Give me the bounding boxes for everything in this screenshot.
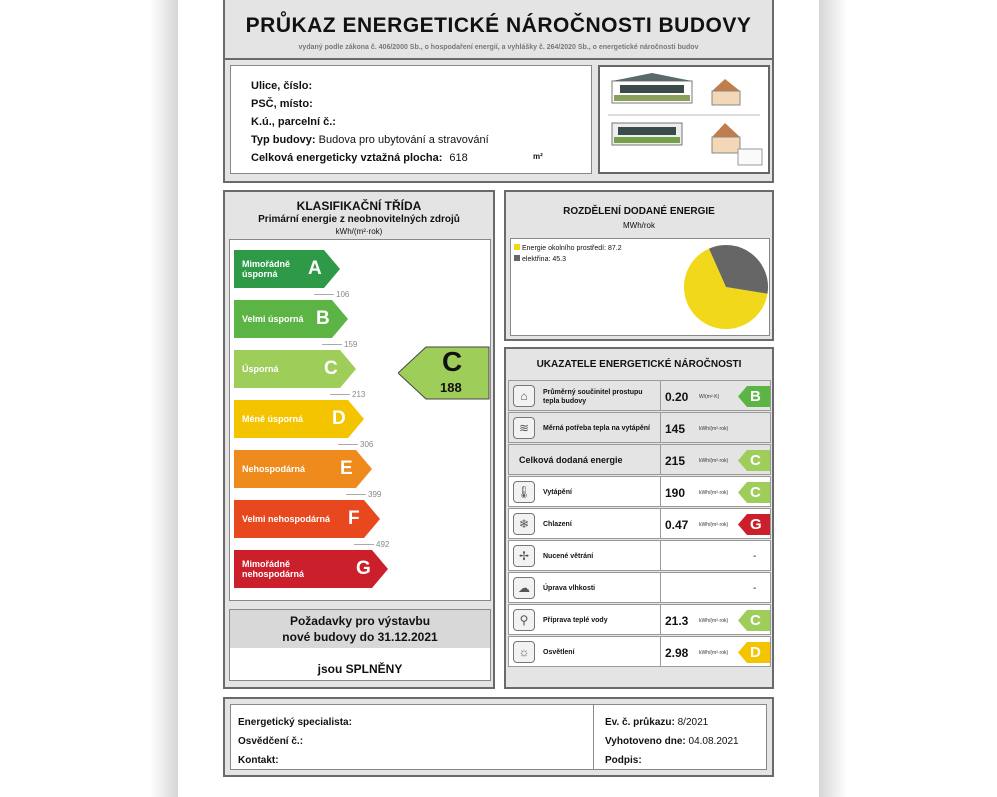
class-threshold-d — [338, 440, 373, 449]
classification-scale — [229, 239, 491, 601]
building-drawing — [598, 65, 770, 174]
zip-label: PSČ, místo: — [251, 98, 313, 110]
class-label-f: Velmi nehospodárná — [242, 514, 331, 524]
class-label-g: Mimořádně nehospodárná — [242, 559, 305, 579]
classification-box — [223, 190, 495, 689]
indicator-class: C — [750, 452, 761, 469]
requirements-panel — [229, 609, 491, 681]
heat-need-icon: ≋ — [513, 417, 535, 439]
ev-label: Ev. č. průkazu: — [605, 717, 675, 728]
class-letter-g: G — [356, 558, 371, 579]
class-threshold-value: 492 — [376, 540, 390, 549]
indicator-name: Nucené větrání — [543, 553, 594, 560]
indicator-unit: kWh/(m²·rok) — [699, 617, 729, 624]
legend-item — [514, 244, 622, 252]
area-label: Celková energeticky vztažná plocha: — [251, 152, 443, 164]
area-row — [251, 152, 571, 164]
current-class-letter: C — [442, 346, 463, 377]
indicator-unit: kWh/(m²·rok) — [699, 425, 729, 432]
class-threshold-value: 306 — [360, 440, 374, 449]
class-arrow-e — [234, 450, 372, 488]
area-unit: m² — [533, 152, 543, 161]
class-letter-d: D — [332, 408, 346, 429]
class-letter-c: C — [324, 358, 338, 379]
classification-unit: kWh/(m²·rok) — [335, 227, 383, 236]
class-label-a: Mimořádně úsporná — [242, 259, 291, 279]
indicator-row — [508, 444, 771, 475]
document-page — [178, 0, 819, 797]
class-label-e: Nehospodárná — [242, 464, 306, 474]
page-title: PRŮKAZ ENERGETICKÉ NÁROČNOSTI BUDOVY — [245, 14, 752, 37]
class-threshold-b — [322, 340, 357, 349]
fan-icon: ✢ — [513, 545, 535, 567]
distribution-legend — [514, 244, 622, 266]
distribution-box — [504, 190, 774, 341]
indicator-class-tag — [738, 514, 770, 535]
class-arrow-b — [234, 300, 348, 338]
legend-label: Energie okolního prostředí: 87.2 — [522, 245, 622, 252]
indicator-name: Celková dodaná energie — [519, 455, 623, 465]
house-icon: ⌂ — [513, 385, 535, 407]
class-threshold-value: 106 — [336, 290, 350, 299]
indicator-unit: W/(m²·K) — [699, 393, 720, 400]
specialist-label: Energetický specialista: — [238, 717, 352, 728]
indicator-class: B — [750, 388, 761, 405]
street-label: Ulice, číslo: — [251, 80, 313, 92]
humidity-icon: ☁ — [513, 577, 535, 599]
date-value: 04.08.2021 — [688, 736, 739, 747]
classification-title: KLASIFIKAČNÍ TŘÍDA — [296, 199, 422, 213]
building-type-row — [251, 134, 489, 146]
footer-divider — [593, 705, 594, 769]
indicator-name: Průměrný součinitel prostupu tepla budovy — [543, 388, 643, 405]
indicator-value: 215 — [665, 453, 686, 468]
indicator-class: D — [750, 644, 761, 661]
indicator-class-tag — [738, 610, 770, 631]
indicator-name: Příprava teplé vody — [543, 617, 608, 624]
lightbulb-icon: ☼ — [513, 641, 535, 663]
building-type-value: Budova pro ubytování a stravování — [318, 134, 489, 146]
class-arrow-a — [234, 250, 340, 288]
indicator-unit: kWh/(m²·rok) — [699, 649, 729, 656]
indicator-class: C — [750, 612, 761, 629]
indicator-empty: - — [753, 583, 757, 594]
requirements-line1: Požadavky pro výstavbu — [289, 614, 431, 628]
class-arrow-g — [234, 550, 388, 588]
indicator-name: Chlazení — [543, 521, 572, 528]
classification-subtitle: Primární energie z neobnovitelných zdrojů — [258, 214, 460, 225]
class-threshold-f — [354, 540, 389, 549]
building-type-label: Typ budovy: — [251, 134, 316, 146]
indicator-row — [508, 636, 771, 667]
distribution-panel — [510, 238, 770, 336]
indicator-value: 145 — [665, 421, 686, 436]
faucet-icon: ⚲ — [513, 609, 535, 631]
indicator-value: 21.3 — [665, 613, 689, 628]
requirements-header — [230, 610, 490, 648]
class-arrow-c — [234, 350, 356, 388]
indicator-row — [508, 476, 771, 507]
indicator-value: 0.20 — [665, 389, 689, 404]
date-label: Vyhotoveno dne: — [605, 736, 686, 747]
requirements-result: jsou SPLNĚNY — [317, 662, 403, 676]
indicator-class: G — [750, 516, 762, 533]
indicator-class-tag — [738, 642, 770, 663]
header-box — [223, 0, 774, 60]
page-shadow-right — [819, 0, 997, 797]
ev-value: 8/2021 — [677, 717, 709, 728]
distribution-unit: MWh/rok — [623, 221, 655, 230]
class-label-c: Úsporná — [242, 364, 279, 374]
date-row — [605, 736, 739, 747]
class-letter-e: E — [340, 458, 353, 479]
class-threshold-value: 399 — [368, 490, 382, 499]
indicator-unit: kWh/(m²·rok) — [699, 457, 729, 464]
indicator-value: 2.98 — [665, 645, 689, 660]
indicator-name: Osvětlení — [543, 649, 575, 656]
distribution-title: ROZDĚLENÍ DODANÉ ENERGIE — [563, 206, 715, 217]
indicators-box — [504, 347, 774, 689]
indicator-name: Úprava vlhkosti — [543, 585, 596, 592]
current-class-marker — [398, 346, 490, 400]
contact-label: Kontakt: — [238, 755, 279, 766]
indicator-unit: kWh/(m²·rok) — [699, 521, 729, 528]
page-shadow-left — [0, 0, 178, 797]
footer-panel — [230, 704, 767, 770]
current-class-value: 188 — [440, 380, 462, 395]
requirements-line2: nové budovy do 31.12.2021 — [282, 630, 438, 644]
indicator-class-tag — [738, 482, 770, 503]
indicator-row — [508, 412, 771, 443]
class-label-b: Velmi úsporná — [242, 314, 304, 324]
indicator-class-tag — [738, 450, 770, 471]
indicator-row — [508, 508, 771, 539]
page-subtitle: vydaný podle zákona č. 406/2000 Sb., o hospodaření energií, a vyhlášky č. 264/2020 Sb., o energetické náročnosti budov — [298, 44, 699, 51]
indicator-name: Vytápění — [543, 489, 572, 496]
legend-swatch — [514, 244, 520, 250]
indicator-row — [508, 604, 771, 635]
building-info-panel — [230, 65, 592, 174]
parcel-label: K.ú., parcelní č.: — [251, 116, 336, 128]
class-arrow-f — [234, 500, 380, 538]
ev-row — [605, 717, 708, 728]
building-info-box — [223, 60, 774, 183]
legend-label: elektřina: 45.3 — [522, 256, 566, 263]
snowflake-icon: ❄ — [513, 513, 535, 535]
area-value: 618 — [449, 152, 468, 164]
class-letter-b: B — [316, 308, 330, 329]
class-threshold-value: 159 — [344, 340, 358, 349]
indicator-value: 0.47 — [665, 517, 689, 532]
class-threshold-e — [346, 490, 381, 499]
indicator-empty: - — [753, 551, 757, 562]
building-drawing-image — [600, 67, 768, 172]
class-label-d: Méně úsporná — [242, 414, 304, 424]
indicator-name: Měrná potřeba tepla na vytápění — [543, 425, 650, 432]
class-letter-a: A — [308, 258, 322, 279]
class-arrow-d — [234, 400, 364, 438]
class-letter-f: F — [348, 508, 360, 529]
indicator-class: C — [750, 484, 761, 501]
sign-label: Podpis: — [605, 755, 642, 766]
class-threshold-c — [330, 390, 365, 399]
indicators-title: UKAZATELE ENERGETICKÉ NÁROČNOSTI — [536, 359, 742, 370]
indicator-row — [508, 572, 771, 603]
indicator-row — [508, 540, 771, 571]
indicator-value: 190 — [665, 485, 686, 500]
certificate-label: Osvědčení č.: — [238, 736, 304, 747]
class-threshold-a — [314, 290, 349, 299]
indicator-class-tag — [738, 386, 770, 407]
indicator-unit: kWh/(m²·rok) — [699, 489, 729, 496]
thermometer-icon: 🌡 — [513, 481, 535, 503]
footer-box — [223, 697, 774, 777]
legend-swatch — [514, 255, 520, 261]
distribution-pie-chart — [681, 242, 771, 332]
legend-item — [514, 255, 622, 263]
indicator-row — [508, 380, 771, 411]
class-threshold-value: 213 — [352, 390, 366, 399]
